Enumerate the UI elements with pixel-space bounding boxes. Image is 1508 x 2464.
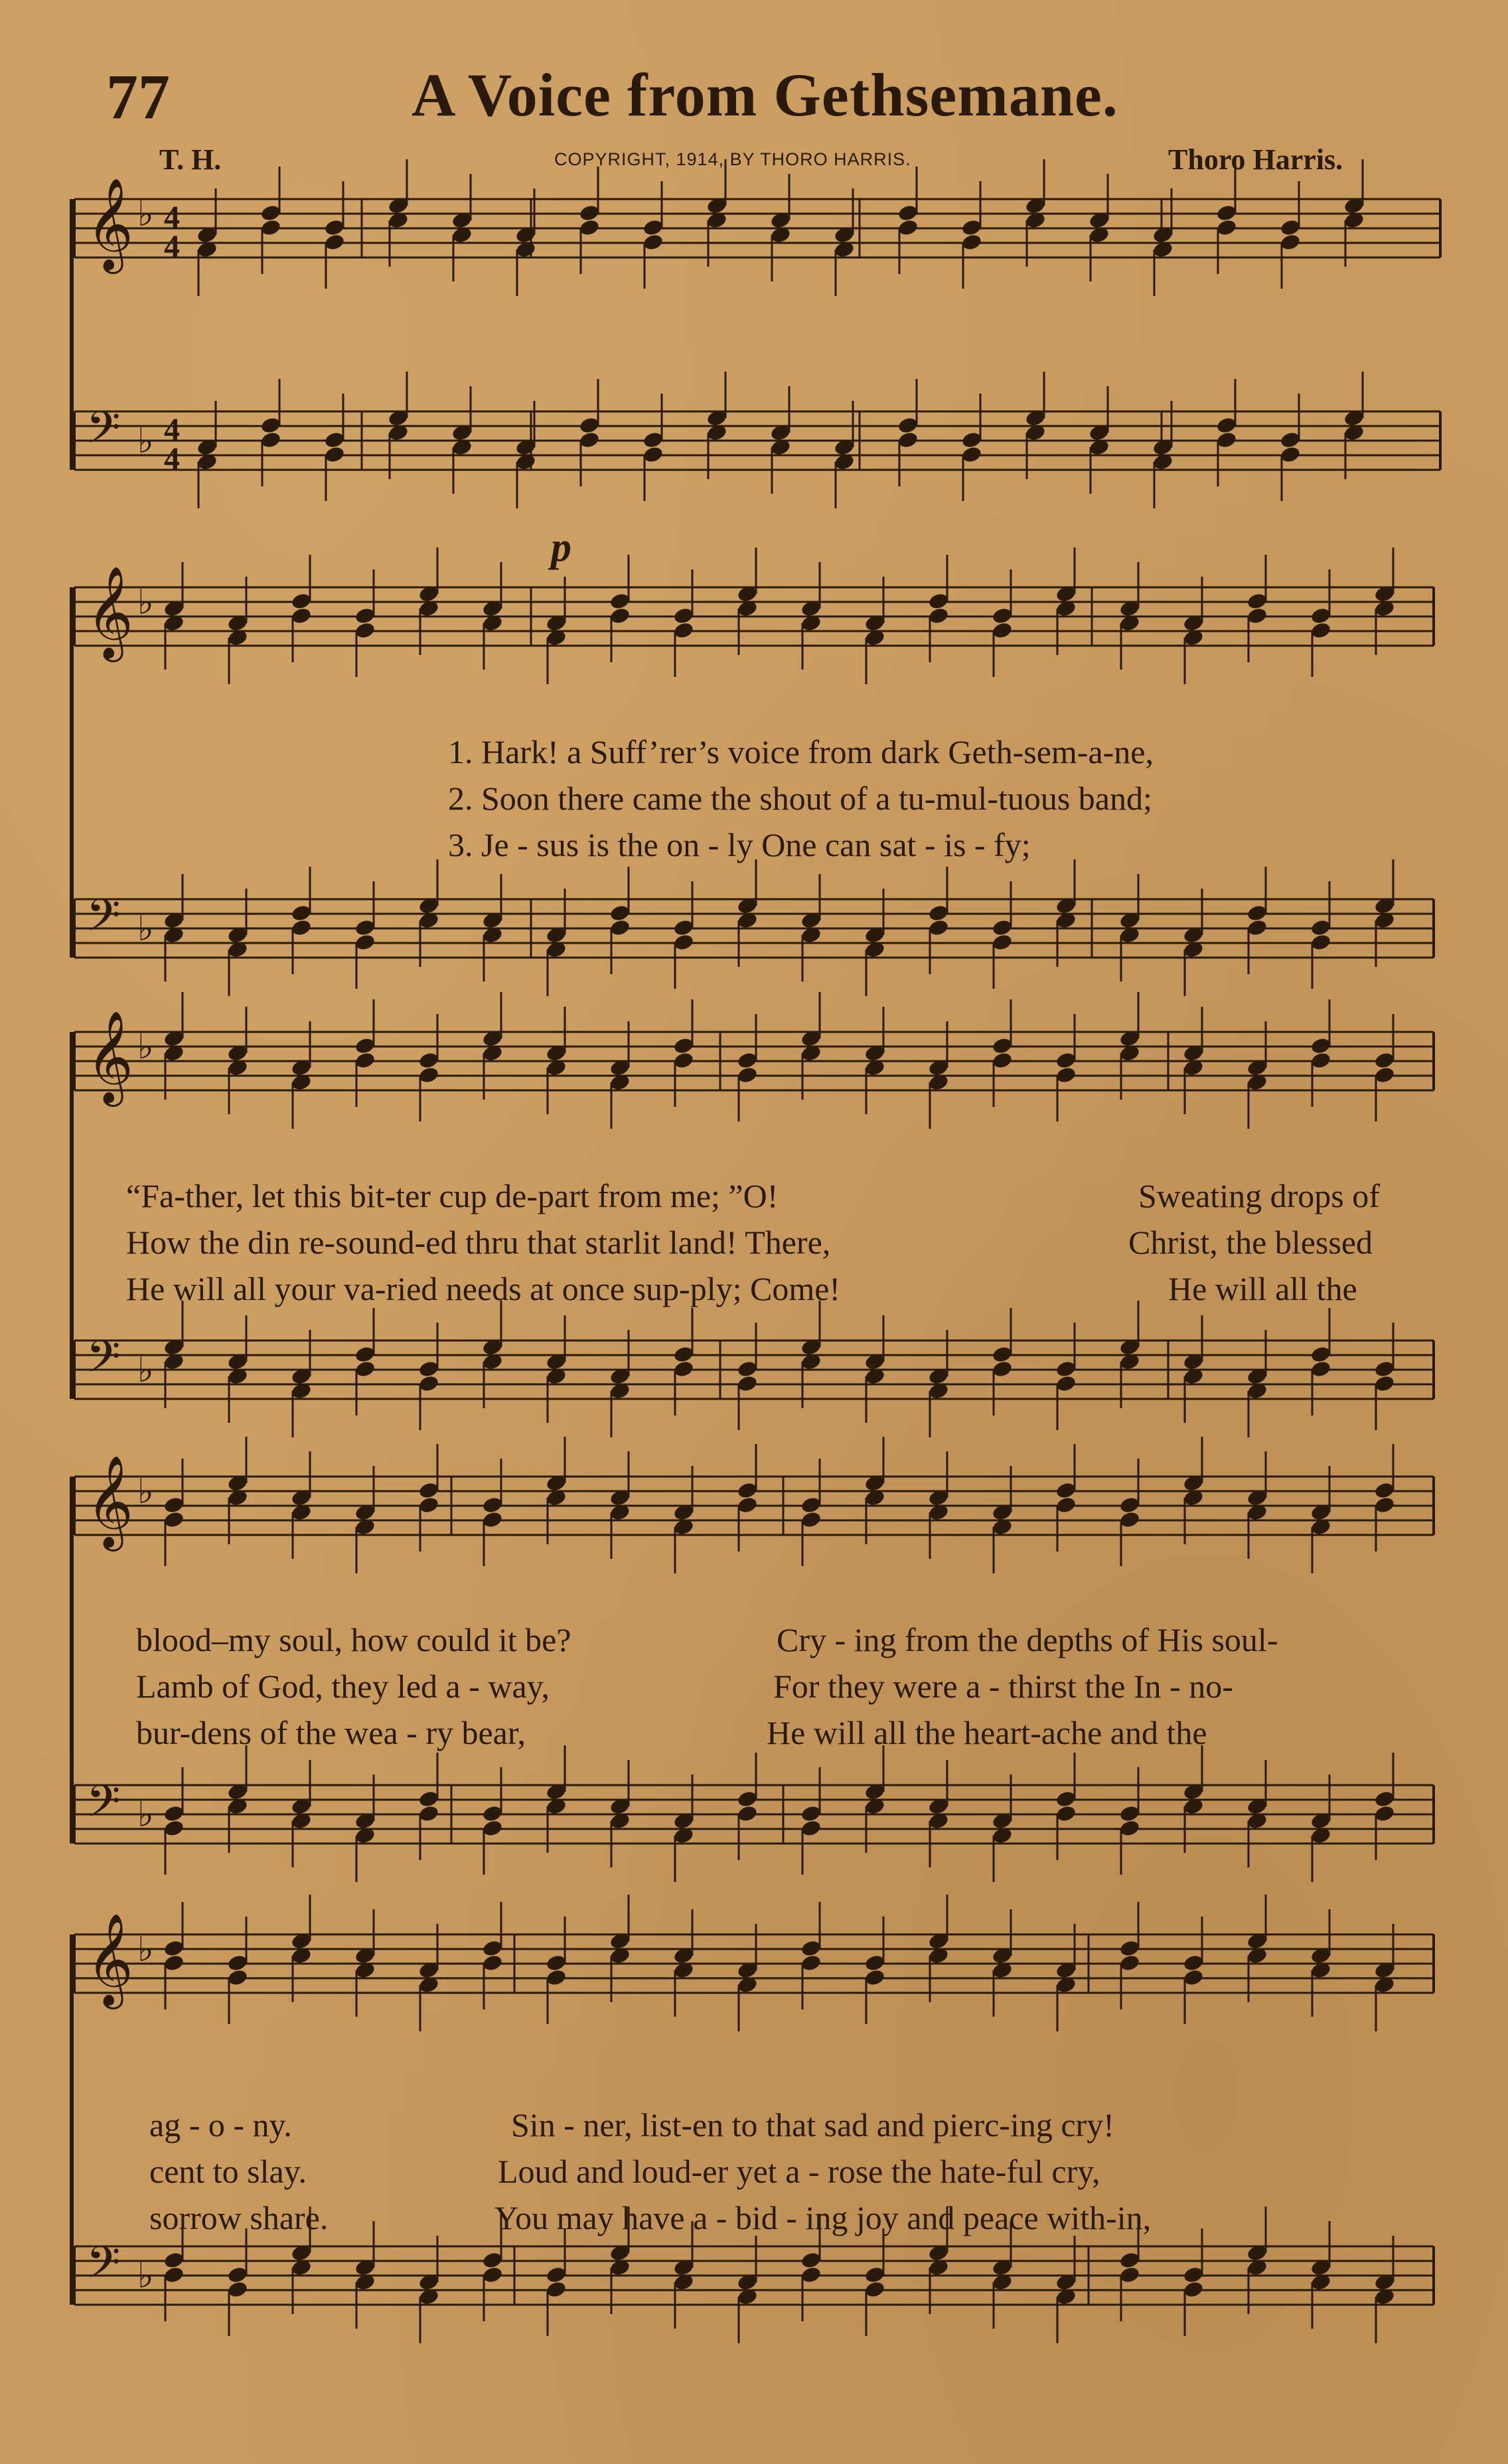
hymn-number: 77 — [106, 61, 170, 132]
lyric-verse2-line1: 2. Soon there came the shout of a tu-mul-tuous band; — [448, 780, 1152, 817]
bass-clef-icon: 𝄢 — [86, 890, 121, 952]
lyric-verse3-line2: He will all your va-ried needs at once sup-ply; Come! — [126, 1270, 841, 1307]
copyright-notice: COPYRIGHT, 1914, BY THORO HARRIS. — [554, 149, 911, 169]
treble-clef-icon: 𝄞 — [86, 1455, 133, 1548]
bass-clef-icon: 𝄢 — [86, 1776, 121, 1838]
treble-clef-icon: 𝄞 — [86, 1011, 133, 1103]
lyric-verse1-line1: 1. Hark! a Suff’rer’s voice from dark Geth-sem-a-ne, — [448, 733, 1154, 770]
flat-sign-icon: ♭ — [137, 1027, 154, 1067]
lyric-verse2-line4b: Loud and loud-er yet a - rose the hate-ful cry, — [498, 2153, 1100, 2190]
lyric-verse3-line2b: He will all the — [1168, 1270, 1357, 1307]
lyric-verse2-line4: cent to slay. — [149, 2153, 307, 2190]
time-signature-bottom: 4 — [164, 441, 180, 476]
bass-clef-icon: 𝄢 — [86, 402, 121, 464]
treble-clef-icon: 𝄞 — [86, 1913, 133, 2005]
lyric-verse3-line4: sorrow share. — [149, 2199, 329, 2236]
time-signature-bottom: 4 — [164, 229, 180, 264]
lyric-verse1-line3: blood–my soul, how could it be? — [136, 1621, 571, 1658]
flat-sign-icon: ♭ — [137, 1930, 154, 1970]
lyric-verse1-line4: ag - o - ny. — [149, 2106, 292, 2143]
lyric-verse1-line2: “Fa-ther, let this bit-ter cup de-part from me; ”O! — [126, 1177, 779, 1214]
flat-sign-icon: ♭ — [137, 1795, 154, 1835]
lyric-verse2-line3b: For they were a - thirst the In - no- — [773, 1668, 1233, 1705]
treble-clef-icon: 𝄞 — [86, 566, 133, 658]
time-signature-top: 4 — [164, 412, 180, 447]
hymn-title: A Voice from Gethsemane. — [412, 61, 1118, 129]
treble-clef-icon: 𝄞 — [86, 178, 133, 270]
flat-sign-icon: ♭ — [137, 1472, 154, 1512]
flat-sign-icon: ♭ — [137, 194, 154, 234]
lyric-verse3-line3b: He will all the heart-ache and the — [767, 1714, 1207, 1751]
author-initials: T. H. — [159, 143, 222, 176]
flat-sign-icon: ♭ — [137, 421, 154, 461]
lyric-verse2-line2: How the din re-sound-ed thru that starlit land! There, — [126, 1224, 831, 1261]
bass-clef-icon: 𝄢 — [86, 1331, 121, 1393]
flat-sign-icon: ♭ — [137, 2256, 154, 2296]
dynamic-piano-marking: p — [551, 525, 571, 570]
lyric-verse1-line2b: Sweating drops of — [1138, 1177, 1380, 1214]
lyric-verse2-line2b: Christ, the blessed — [1128, 1224, 1373, 1261]
flat-sign-icon: ♭ — [137, 583, 154, 622]
lyric-verse3-line4b: You may have a - bid - ing joy and peace with-in, — [494, 2199, 1152, 2236]
bass-clef-icon: 𝄢 — [86, 2237, 121, 2299]
lyric-verse3-line1: 3. Je - sus is the on - ly One can sat - is - fy; — [448, 826, 1031, 863]
time-signature-top: 4 — [164, 200, 180, 235]
composer-name: Thoro Harris. — [1168, 143, 1343, 176]
flat-sign-icon: ♭ — [137, 1350, 154, 1390]
flat-sign-icon: ♭ — [137, 909, 154, 949]
lyric-verse3-line3: bur-dens of the wea - ry bear, — [136, 1714, 526, 1751]
lyric-verse1-line3b: Cry - ing from the depths of His soul- — [777, 1621, 1278, 1658]
lyric-verse2-line3: Lamb of God, they led a - way, — [136, 1668, 550, 1705]
lyric-verse1-line4b: Sin - ner, list-en to that sad and pierc-ing cry! — [511, 2106, 1114, 2143]
